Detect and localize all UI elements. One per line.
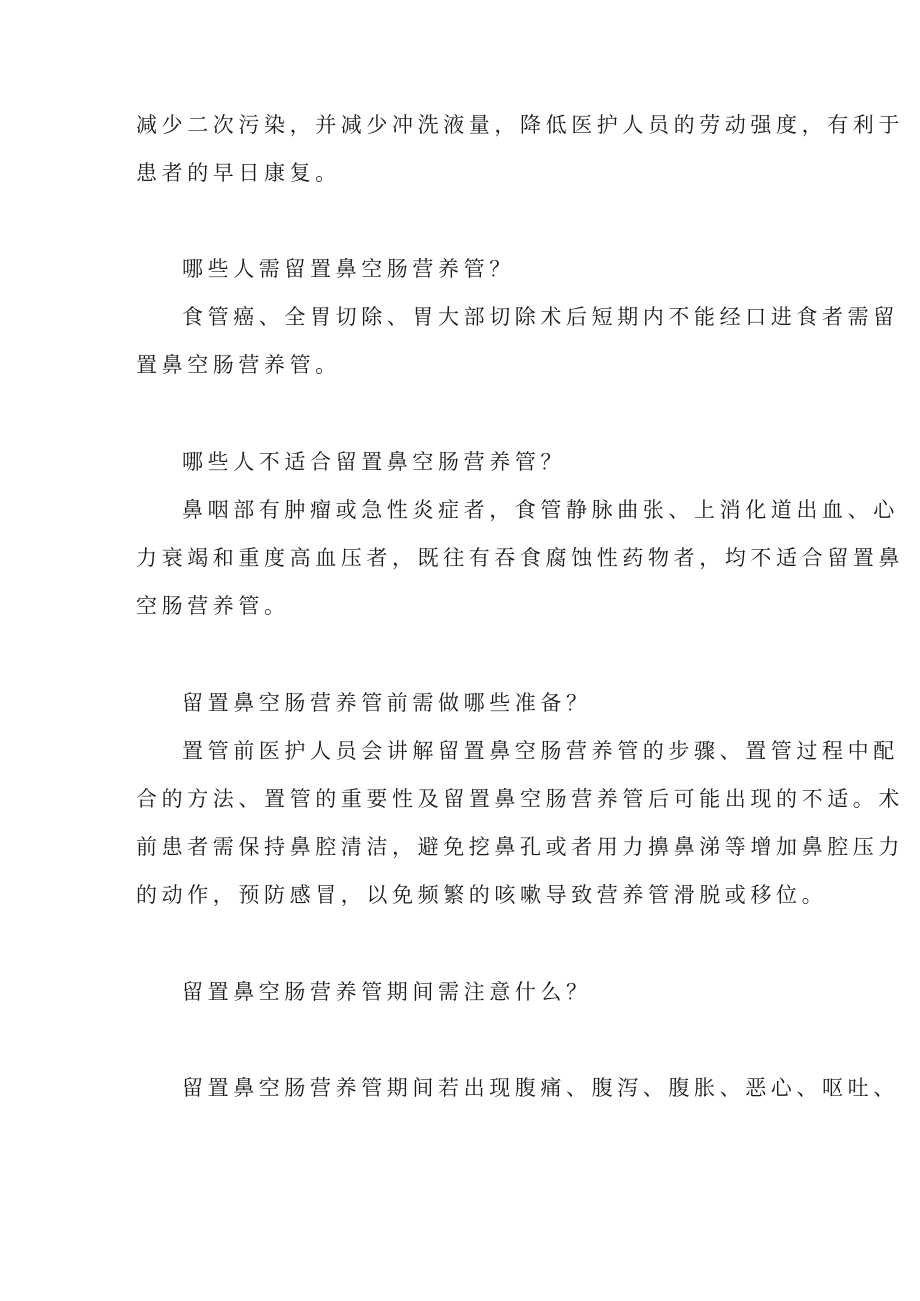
section-heading: 哪些人需留置鼻空肠营养管？ <box>182 257 515 281</box>
section-heading: 留置鼻空肠营养管期间需注意什么？ <box>182 980 592 1004</box>
paragraph-line: 前患者需保持鼻腔清洁，避免挖鼻孔或者用力擤鼻涕等增加鼻腔压力 <box>136 835 904 859</box>
paragraph-line: 鼻咽部有肿瘤或急性炎症者，食管静脉曲张、上消化道出血、心 <box>182 498 899 522</box>
paragraph-line: 食管癌、全胃切除、胃大部切除术后短期内不能经口进食者需留 <box>182 305 899 329</box>
paragraph-line: 留置鼻空肠营养管期间若出现腹痛、腹泻、腹胀、恶心、呕吐、 <box>182 1076 899 1100</box>
paragraph-line: 患者的早日康复。 <box>136 161 341 185</box>
paragraph-line: 置管前医护人员会讲解留置鼻空肠营养管的步骤、置管过程中配 <box>182 739 899 763</box>
paragraph-line: 减少二次污染，并减少冲洗液量，降低医护人员的劳动强度，有利于 <box>136 113 904 137</box>
section-heading: 留置鼻空肠营养管前需做哪些准备？ <box>182 691 592 715</box>
section-heading: 哪些人不适合留置鼻空肠营养管？ <box>182 450 566 474</box>
paragraph-line: 力衰竭和重度高血压者，既往有吞食腐蚀性药物者，均不适合留置鼻 <box>136 546 904 570</box>
paragraph-line: 空肠营养管。 <box>136 594 290 618</box>
paragraph-line: 置鼻空肠营养管。 <box>136 353 341 377</box>
paragraph-line: 合的方法、置管的重要性及留置鼻空肠营养管后可能出现的不适。术 <box>136 787 904 811</box>
paragraph-line: 的动作，预防感冒，以免频繁的咳嗽导致营养管滑脱或移位。 <box>136 883 828 907</box>
